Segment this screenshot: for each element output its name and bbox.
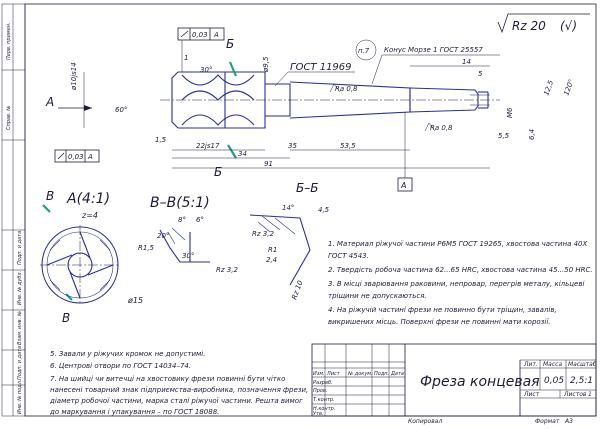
view-a-arrow xyxy=(45,95,92,111)
svg-text:(√): (√) xyxy=(560,19,578,33)
svg-text:A: A xyxy=(88,153,93,161)
svg-text:ø9,5: ø9,5 xyxy=(262,56,270,72)
svg-text:В: В xyxy=(46,189,55,203)
svg-text:0,03: 0,03 xyxy=(68,153,84,161)
svg-text:5: 5 xyxy=(478,70,483,78)
section-bb xyxy=(250,181,330,301)
svg-text:4,5: 4,5 xyxy=(318,206,330,214)
svg-text:діаметр робочої частини, марка: діаметр робочої частини, марка сталі ріжучої частини. Решта вимог xyxy=(50,397,303,405)
svg-text:60°: 60° xyxy=(115,106,128,114)
svg-text:2,5:1: 2,5:1 xyxy=(570,376,594,386)
svg-text:8°: 8° xyxy=(178,216,186,224)
svg-text:0,03: 0,03 xyxy=(192,31,208,39)
svg-text:120°: 120° xyxy=(562,78,576,97)
svg-text:Лит.: Лит. xyxy=(524,361,538,368)
view-bb xyxy=(138,195,238,274)
svg-text:22js17: 22js17 xyxy=(196,142,220,150)
svg-text:53,5: 53,5 xyxy=(340,142,356,150)
svg-text:Дата: Дата xyxy=(391,371,404,377)
svg-text:6,4: 6,4 xyxy=(528,128,536,140)
svg-text:Н.контр.: Н.контр. xyxy=(313,406,336,412)
part-name: Фреза концевая xyxy=(420,374,540,390)
title-block xyxy=(312,344,597,417)
svg-text:Лист: Лист xyxy=(524,391,540,398)
svg-text:14: 14 xyxy=(462,58,471,66)
strip-label-podl: Инв. № подл. xyxy=(17,379,23,414)
main-view xyxy=(43,62,500,300)
runout-tolerance-left xyxy=(55,150,99,162)
svg-text:Копировал: Копировал xyxy=(408,418,443,425)
leader-labels xyxy=(275,40,500,132)
svg-text:2,4: 2,4 xyxy=(266,256,278,264)
svg-text:Б–Б: Б–Б xyxy=(296,181,319,195)
strip-label-vzam: Взам. инв. № xyxy=(17,311,23,345)
svg-text:Формат: Формат xyxy=(535,418,560,425)
svg-text:5,5: 5,5 xyxy=(498,132,510,140)
svg-text:викришених місць. Поверхні фре: викришених місць. Поверхні фрези не повинні мати корозії. xyxy=(328,318,551,326)
strip-label-podp1: Подп. и дата xyxy=(17,230,23,265)
svg-text:А(4:1): А(4:1) xyxy=(67,191,111,207)
strip-label-podp2: Подп. и дата xyxy=(17,345,23,380)
svg-text:7. На шийці чи витечці на хвос: 7. На шийці чи витечці на хвостовику фрези повинні бути чітко xyxy=(50,375,286,383)
svg-text:34: 34 xyxy=(238,150,247,158)
svg-text:14°: 14° xyxy=(282,204,295,212)
svg-text:1. Материал ріжучої частини Р6: 1. Материал ріжучої частини Р6М5 ГОСТ 19265, хвостова частина 40Х xyxy=(328,240,588,248)
svg-text:Ra 0,8: Ra 0,8 xyxy=(335,85,358,93)
svg-text:R1: R1 xyxy=(268,246,278,254)
svg-text:А3: А3 xyxy=(565,418,573,425)
svg-text:Ra 0,8: Ra 0,8 xyxy=(430,124,453,132)
view-a xyxy=(40,189,143,325)
svg-text:R1,5: R1,5 xyxy=(138,244,154,252)
svg-text:A: A xyxy=(401,181,407,190)
svg-text:M6: M6 xyxy=(506,107,514,118)
technical-notes-right xyxy=(328,240,593,326)
svg-text:3. В місці зварювання раковини: 3. В місці зварювання раковини, непровар, перегрів металу, кільцеві xyxy=(328,280,585,288)
strip-label-sprav: Справ. № xyxy=(6,105,12,130)
svg-text:ГОСТ 4543.: ГОСТ 4543. xyxy=(328,252,369,260)
technical-notes-left xyxy=(49,350,308,416)
svg-text:Rz 10: Rz 10 xyxy=(290,279,305,301)
svg-text:6°: 6° xyxy=(196,216,204,224)
svg-text:4. На ріжучій частині фрези не: 4. На ріжучій частині фрези не повинно бути тріщин, завалів, xyxy=(328,306,557,314)
svg-text:Изм.: Изм. xyxy=(313,371,325,377)
svg-text:п.7: п.7 xyxy=(358,47,370,55)
svg-text:Конус Морзе 1 ГОСТ 25557: Конус Морзе 1 ГОСТ 25557 xyxy=(384,46,483,54)
footer xyxy=(408,418,573,425)
section-b-label-bottom: Б xyxy=(214,165,223,179)
svg-text:Масса: Масса xyxy=(543,361,563,368)
svg-text:30°: 30° xyxy=(182,252,195,260)
svg-text:30°: 30° xyxy=(200,66,213,74)
svg-text:В–В(5:1): В–В(5:1) xyxy=(150,195,210,211)
strip-label-perv: Перв. примен. xyxy=(6,22,12,60)
svg-text:z=4: z=4 xyxy=(82,211,98,220)
svg-text:20°: 20° xyxy=(157,232,170,240)
svg-text:1: 1 xyxy=(184,54,189,62)
svg-text:ø10js14: ø10js14 xyxy=(70,62,78,90)
svg-text:Rz 20: Rz 20 xyxy=(512,19,546,33)
svg-text:Утв.: Утв. xyxy=(313,411,324,417)
svg-text:ø15: ø15 xyxy=(128,296,144,305)
svg-text:1: 1 xyxy=(588,391,592,398)
view-v-marker xyxy=(43,205,50,212)
svg-text:A: A xyxy=(214,31,219,39)
svg-text:Лист: Лист xyxy=(327,371,340,377)
svg-text:2. Твердість робоча частина 62: 2. Твердість робоча частина 62...65 HRC, хвостова частина 45...50 HRC. xyxy=(328,266,593,274)
svg-text:1,5: 1,5 xyxy=(155,136,167,144)
svg-text:5. Завали у ріжучих кромок не: 5. Завали у ріжучих кромок не допустимі. xyxy=(50,350,206,358)
svg-text:12,5: 12,5 xyxy=(542,79,556,97)
svg-text:нанесені товарний знак підприє: нанесені товарний знак підприємства-виробника, позначення фрези, xyxy=(50,386,309,394)
strip-label-dubl: Инв. № дубл. xyxy=(17,270,23,305)
svg-text:Rz 3,2: Rz 3,2 xyxy=(252,230,274,238)
section-b-marker-bottom xyxy=(228,145,236,158)
svg-text:Подп.: Подп. xyxy=(374,371,390,377)
svg-text:№ докум.: № докум. xyxy=(348,371,373,377)
svg-text:Листов: Листов xyxy=(564,391,587,398)
svg-text:В: В xyxy=(62,311,71,325)
svg-text:Пров.: Пров. xyxy=(313,388,328,394)
base-a xyxy=(398,112,412,191)
svg-text:Rz 3,2: Rz 3,2 xyxy=(216,266,238,274)
general-roughness xyxy=(498,14,590,33)
svg-text:Разраб.: Разраб. xyxy=(313,380,333,386)
svg-text:0,05: 0,05 xyxy=(544,376,565,386)
svg-text:Т.контр.: Т.контр. xyxy=(313,397,335,403)
svg-text:А: А xyxy=(46,95,55,109)
svg-text:тріщини не допускаються.: тріщини не допускаються. xyxy=(328,292,427,300)
svg-text:91: 91 xyxy=(264,160,273,168)
svg-text:до маркування і упакування – п: до маркування і упакування – по ГОСТ 18088. xyxy=(50,408,220,416)
svg-text:35: 35 xyxy=(288,142,297,150)
svg-text:6. Центрові отвори по ГОСТ 140: 6. Центрові отвори по ГОСТ 14034–74. xyxy=(50,362,192,370)
section-b-marker-top xyxy=(230,62,236,76)
section-b-label-top: Б xyxy=(226,37,235,51)
svg-text:Масштаб: Масштаб xyxy=(568,361,597,368)
svg-text:ГОСТ 11969: ГОСТ 11969 xyxy=(290,62,352,73)
